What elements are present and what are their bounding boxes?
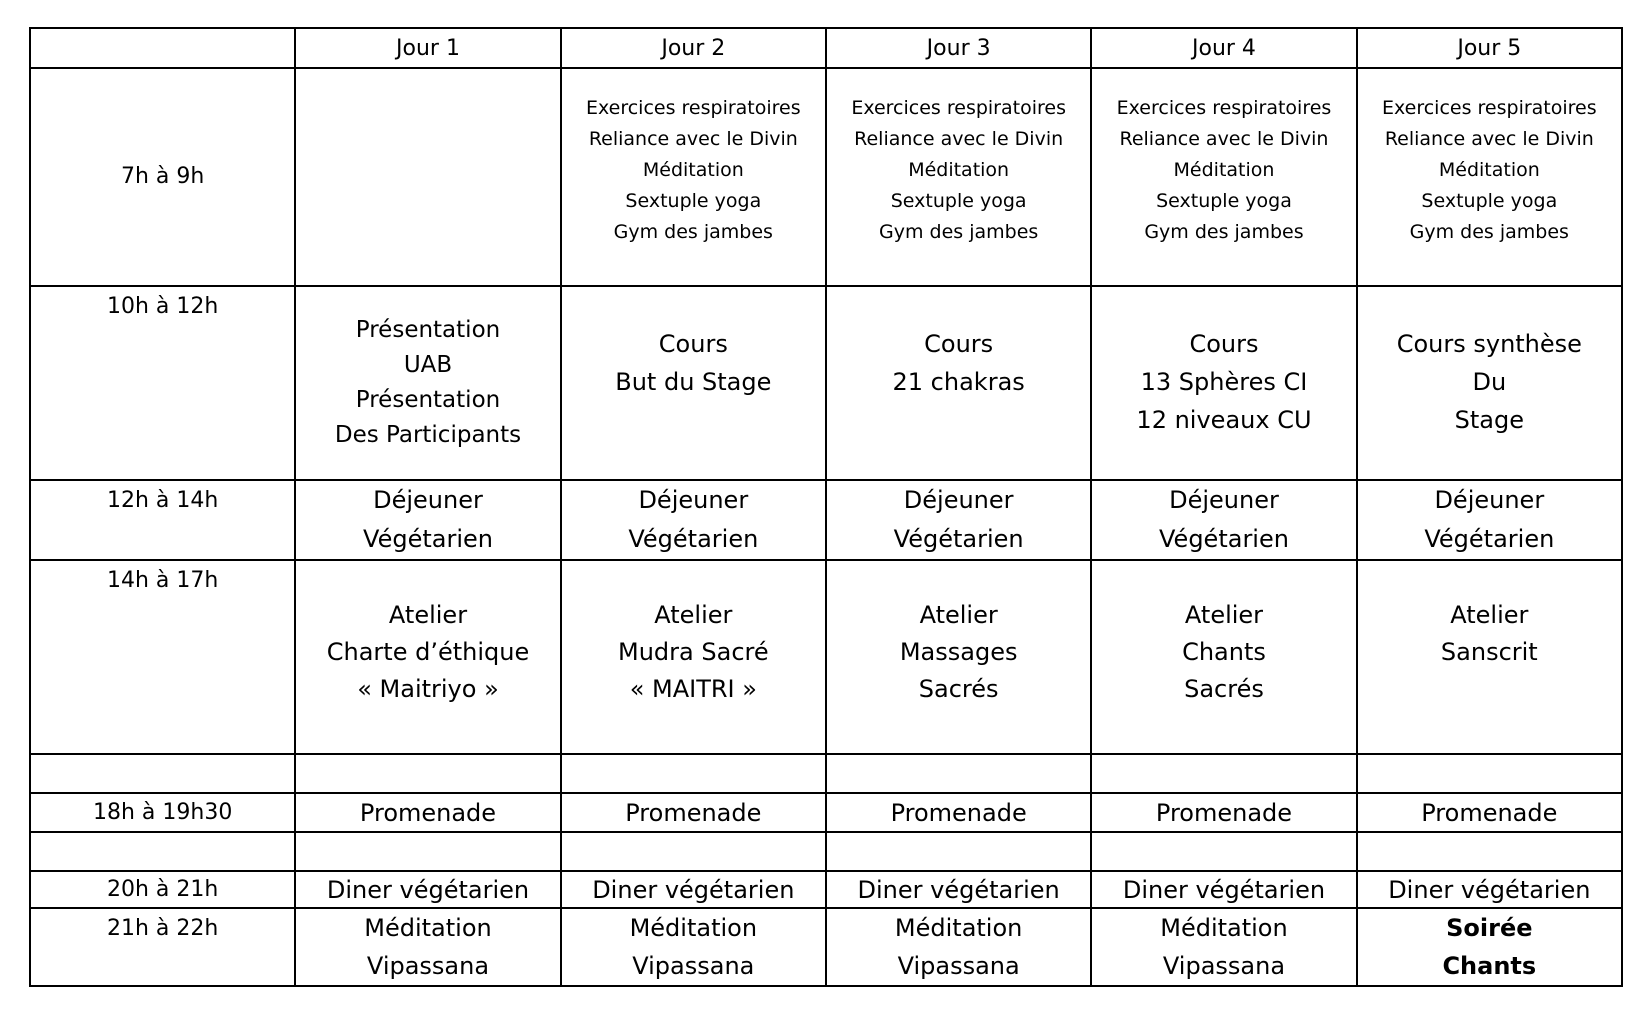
cell-text-line: Méditation bbox=[364, 914, 492, 942]
day-header-3: Jour 3 bbox=[826, 28, 1091, 68]
empty-cell bbox=[1091, 754, 1356, 793]
row-morning bbox=[30, 68, 1622, 286]
cell-text-line: Cours bbox=[1189, 330, 1259, 358]
cell-text-line: Sacrés bbox=[918, 675, 999, 703]
cell-walk-day1: Promenade bbox=[295, 793, 560, 832]
cell-text-line: Mudra Sacré bbox=[618, 638, 769, 666]
cell-text-line: Exercices respiratoires bbox=[851, 97, 1066, 119]
cell-text-line: Massages bbox=[899, 638, 1018, 666]
cell-text-line: UAB bbox=[403, 352, 453, 378]
cell-dinner-day4: Diner végétarien bbox=[1091, 871, 1356, 908]
cell-text-line: Végétarien bbox=[628, 525, 759, 553]
empty-cell bbox=[826, 832, 1091, 871]
cell-text-line: Déjeuner bbox=[1169, 486, 1279, 514]
cell-lunch-day3 bbox=[826, 480, 1091, 560]
row-evening bbox=[30, 908, 1622, 986]
time-label-evening: 21h à 22h bbox=[30, 908, 295, 986]
cell-text-line: « Maitriyo » bbox=[357, 675, 499, 703]
cell-walk-day4: Promenade bbox=[1091, 793, 1356, 832]
cell-lunch-day1 bbox=[295, 480, 560, 560]
cell-morning-day1 bbox=[295, 68, 560, 286]
cell-lunch-day4 bbox=[1091, 480, 1356, 560]
corner-cell bbox=[30, 28, 295, 68]
cell-text-line: Reliance avec le Divin bbox=[588, 128, 798, 150]
empty-cell bbox=[1091, 832, 1356, 871]
header-row bbox=[30, 28, 1622, 68]
cell-text-line: Atelier bbox=[919, 601, 998, 629]
row-dinner bbox=[30, 871, 1622, 908]
day-header-4: Jour 4 bbox=[1091, 28, 1356, 68]
cell-text-line: Reliance avec le Divin bbox=[854, 128, 1064, 150]
cell-text-line: Sextuple yoga bbox=[1421, 190, 1558, 212]
cell-text-line: Exercices respiratoires bbox=[1381, 97, 1597, 119]
cell-afternoon-day2 bbox=[561, 560, 826, 754]
cell-text-line: Stage bbox=[1454, 406, 1524, 434]
empty-cell bbox=[1357, 832, 1622, 871]
cell-text-line: Gym des jambes bbox=[1409, 221, 1569, 243]
cell-text-line: Gym des jambes bbox=[1144, 221, 1304, 243]
cell-text-line: Végétarien bbox=[893, 525, 1024, 553]
cell-text-line: Atelier bbox=[1184, 601, 1264, 629]
cell-text-line: Déjeuner bbox=[638, 486, 749, 514]
cell-text-line: Déjeuner bbox=[903, 486, 1014, 514]
cell-walk-day5: Promenade bbox=[1357, 793, 1622, 832]
cell-text-line: Sanscrit bbox=[1440, 638, 1538, 666]
cell-text-line: Méditation bbox=[1160, 914, 1288, 942]
schedule-table bbox=[29, 27, 1623, 987]
cell-text-line: « MAITRI » bbox=[629, 675, 757, 703]
cell-text-line: Chants bbox=[1182, 638, 1266, 666]
cell-afternoon-day5 bbox=[1357, 560, 1622, 754]
cell-text-line: Charte d’éthique bbox=[326, 638, 530, 666]
row-empty-1 bbox=[30, 754, 1622, 793]
empty-cell bbox=[826, 754, 1091, 793]
cell-text-line: Reliance avec le Divin bbox=[1119, 128, 1329, 150]
cell-text-line: Vipassana bbox=[1162, 952, 1286, 980]
cell-text-line: Vipassana bbox=[632, 952, 755, 980]
cell-morning-day3 bbox=[826, 68, 1091, 286]
cell-walk-day2: Promenade bbox=[561, 793, 826, 832]
cell-afternoon-day3 bbox=[826, 560, 1091, 754]
cell-text-line: Cours bbox=[924, 330, 994, 358]
cell-dinner-day2: Diner végétarien bbox=[561, 871, 826, 908]
empty-cell bbox=[561, 754, 826, 793]
empty-cell bbox=[295, 754, 560, 793]
cell-evening-day5 bbox=[1357, 908, 1622, 986]
cell-text-line: Vipassana bbox=[366, 952, 490, 980]
cell-text-line: Chants bbox=[1442, 952, 1537, 980]
cell-late-morning-day2 bbox=[561, 286, 826, 480]
cell-dinner-day5: Diner végétarien bbox=[1357, 871, 1622, 908]
cell-evening-day4 bbox=[1091, 908, 1356, 986]
row-afternoon bbox=[30, 560, 1622, 754]
cell-text-line: Méditation bbox=[1173, 159, 1275, 181]
empty-cell bbox=[1357, 754, 1622, 793]
cell-text-line: 13 Sphères CI bbox=[1140, 368, 1308, 396]
time-label-dinner: 20h à 21h bbox=[30, 871, 295, 908]
cell-text-line: Des Participants bbox=[334, 422, 522, 448]
cell-late-morning-day1 bbox=[295, 286, 560, 480]
cell-text-line: Méditation bbox=[642, 159, 744, 181]
time-label-morning: 7h à 9h bbox=[30, 68, 295, 286]
cell-text-line: Méditation bbox=[894, 914, 1023, 942]
empty-cell bbox=[30, 754, 295, 793]
cell-lunch-day2 bbox=[561, 480, 826, 560]
cell-walk-day3: Promenade bbox=[826, 793, 1091, 832]
cell-text-line: Méditation bbox=[908, 159, 1010, 181]
cell-text-line: Végétarien bbox=[1424, 525, 1555, 553]
day-header-1: Jour 1 bbox=[295, 28, 560, 68]
day-header-5: Jour 5 bbox=[1357, 28, 1622, 68]
cell-text-line: Exercices respiratoires bbox=[585, 97, 801, 119]
cell-text-line: Sextuple yoga bbox=[1156, 190, 1292, 212]
cell-text-line: Sacrés bbox=[1184, 675, 1264, 703]
cell-text-line: Soirée bbox=[1446, 914, 1533, 942]
cell-late-morning-day5 bbox=[1357, 286, 1622, 480]
cell-text-line: Végétarien bbox=[1159, 525, 1289, 553]
cell-text-line: 21 chakras bbox=[892, 368, 1025, 396]
cell-text-line: Présentation bbox=[355, 387, 501, 413]
cell-morning-day5 bbox=[1357, 68, 1622, 286]
cell-evening-day1 bbox=[295, 908, 560, 986]
cell-text-line: Gym des jambes bbox=[613, 221, 773, 243]
row-empty-2 bbox=[30, 832, 1622, 871]
cell-text-line: 12 niveaux CU bbox=[1136, 406, 1312, 434]
time-label-afternoon: 14h à 17h bbox=[30, 560, 295, 754]
cell-text-line: Atelier bbox=[1450, 601, 1529, 629]
day-header-2: Jour 2 bbox=[561, 28, 826, 68]
cell-text-line: Gym des jambes bbox=[879, 221, 1039, 243]
row-lunch bbox=[30, 480, 1622, 560]
cell-text-line: Sextuple yoga bbox=[890, 190, 1027, 212]
cell-late-morning-day3 bbox=[826, 286, 1091, 480]
cell-text-line: Déjeuner bbox=[1434, 486, 1545, 514]
cell-text-line: Cours bbox=[658, 330, 728, 358]
cell-text-line: Atelier bbox=[654, 601, 733, 629]
cell-text-line: Du bbox=[1472, 368, 1507, 396]
cell-text-line: Reliance avec le Divin bbox=[1384, 128, 1594, 150]
cell-text-line: Cours synthèse bbox=[1396, 330, 1582, 358]
cell-evening-day3 bbox=[826, 908, 1091, 986]
time-label-late-morning: 10h à 12h bbox=[30, 286, 295, 480]
empty-cell bbox=[295, 832, 560, 871]
cell-evening-day2 bbox=[561, 908, 826, 986]
cell-text-line: Présentation bbox=[355, 317, 501, 343]
cell-text-line: Végétarien bbox=[363, 525, 493, 553]
cell-morning-day4 bbox=[1091, 68, 1356, 286]
empty-cell bbox=[561, 832, 826, 871]
empty-cell bbox=[30, 832, 295, 871]
cell-dinner-day3: Diner végétarien bbox=[826, 871, 1091, 908]
cell-text-line: Exercices respiratoires bbox=[1116, 97, 1332, 119]
time-label-walk: 18h à 19h30 bbox=[30, 793, 295, 832]
cell-late-morning-day4 bbox=[1091, 286, 1356, 480]
cell-text-line: Déjeuner bbox=[373, 486, 483, 514]
cell-afternoon-day4 bbox=[1091, 560, 1356, 754]
row-walk bbox=[30, 793, 1622, 832]
cell-text-line: Atelier bbox=[388, 601, 468, 629]
cell-morning-day2 bbox=[561, 68, 826, 286]
cell-text-line: Vipassana bbox=[897, 952, 1020, 980]
cell-text-line: Méditation bbox=[629, 914, 758, 942]
cell-text-line: Méditation bbox=[1438, 159, 1540, 181]
cell-lunch-day5 bbox=[1357, 480, 1622, 560]
cell-dinner-day1: Diner végétarien bbox=[295, 871, 560, 908]
cell-text-line: But du Stage bbox=[615, 368, 772, 396]
cell-afternoon-day1 bbox=[295, 560, 560, 754]
cell-text-line: Sextuple yoga bbox=[625, 190, 762, 212]
row-late-morning bbox=[30, 286, 1622, 480]
time-label-lunch: 12h à 14h bbox=[30, 480, 295, 560]
